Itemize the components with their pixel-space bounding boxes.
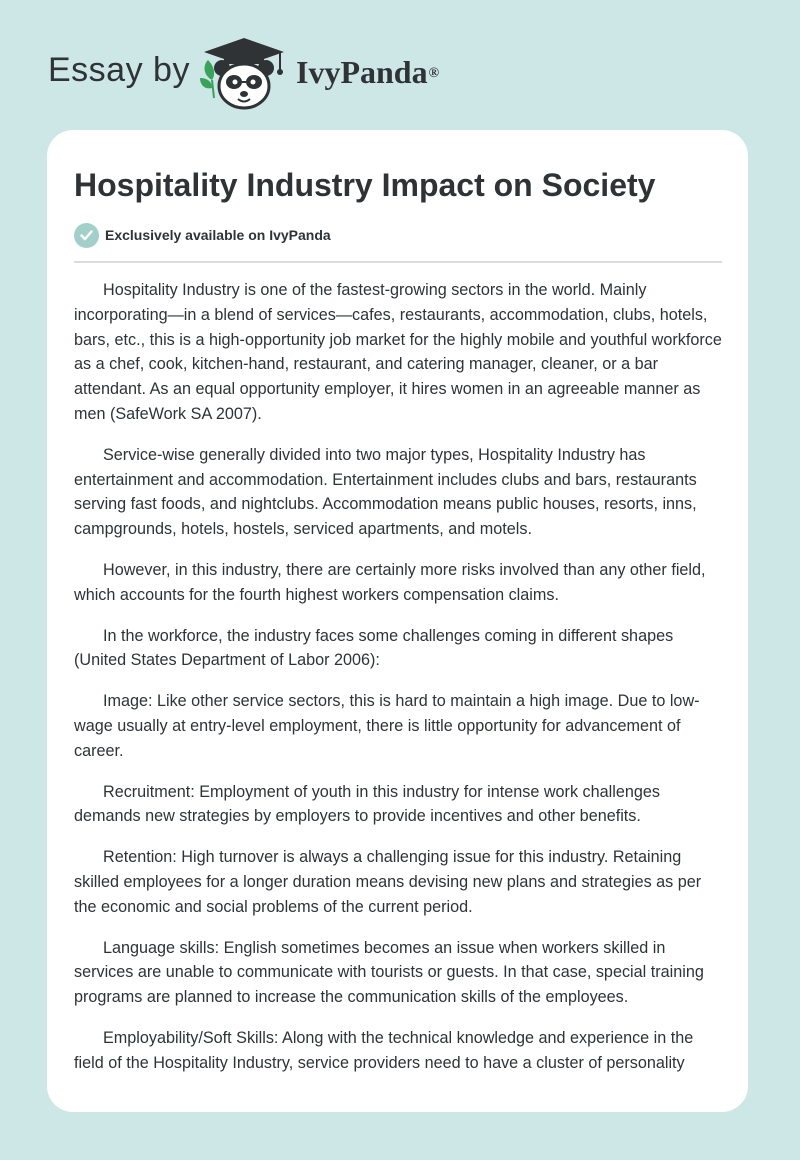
essay-by-label: Essay by <box>48 51 190 89</box>
divider <box>74 261 722 263</box>
paragraph: In the workforce, the industry faces some challenges coming in different shapes (United States Department of Labor 2006): <box>74 626 674 670</box>
panda-graduate-icon[interactable] <box>196 36 292 112</box>
essay-card <box>47 130 748 1112</box>
paragraph: Service-wise generally divided into two major types, Hospitality Industry has entertainment and accommodation. Entertainment includes clubs and bars, restaurants serving fast foods, and nightclubs. Accommodation means public houses, resorts, inns, campgrounds, hotels, hostels, serviced apartments, and motels. <box>74 445 697 539</box>
exclusive-notice <box>74 222 331 248</box>
paragraph: Recruitment: Employment of youth in this industry for intense work challenges demands new strategies by employers to provide incentives and other benefits. <box>74 782 660 826</box>
check-icon <box>74 223 99 248</box>
paragraph: Language skills: English sometimes becomes an issue when workers skilled in services are unable to communicate with tourists or guests. In that case, special training programs are planned to increase the communication skills of the employees. <box>74 938 704 1007</box>
site-header <box>0 0 800 130</box>
paragraph: Hospitality Industry is one of the fastest-growing sectors in the world. Mainly incorporating—in a blend of services—cafes, restaurants, accommodation, clubs, hotels, bars, etc., this is a high-opportunity job market for the highly mobile and youthful workforce as a chef, cook, kitchen-hand, restaurant, and catering manager, cleaner, or a bar attendant. As an equal opportunity employer, it hires women in an agreeable manner as men (SafeWork SA 2007). <box>74 281 722 423</box>
brand-text: IvyPanda <box>296 54 428 90</box>
brand-name[interactable] <box>296 52 439 92</box>
paragraph: However, in this industry, there are certainly more risks involved than any other field, which accounts for the fourth highest workers compensation claims. <box>74 560 706 604</box>
essay-body <box>74 278 724 1092</box>
registered-mark: ® <box>428 66 440 81</box>
exclusive-label: Exclusively available on IvyPanda <box>105 227 331 243</box>
paragraph: Retention: High turnover is always a challenging issue for this industry. Retaining skilled employees for a longer duration means devising new plans and strategies as per the economic and social problems of the current period. <box>74 848 702 916</box>
paragraph: Employability/Soft Skills: Along with the technical knowledge and experience in the field of the Hospitality Industry, service providers need to have a cluster of personality <box>74 1028 694 1072</box>
page-title: Hospitality Industry Impact on Society <box>74 167 656 203</box>
paragraph: Image: Like other service sectors, this is hard to maintain a high image. Due to low-wage usually at entry-level employment, there is little opportunity for advancement of career. <box>74 692 700 760</box>
